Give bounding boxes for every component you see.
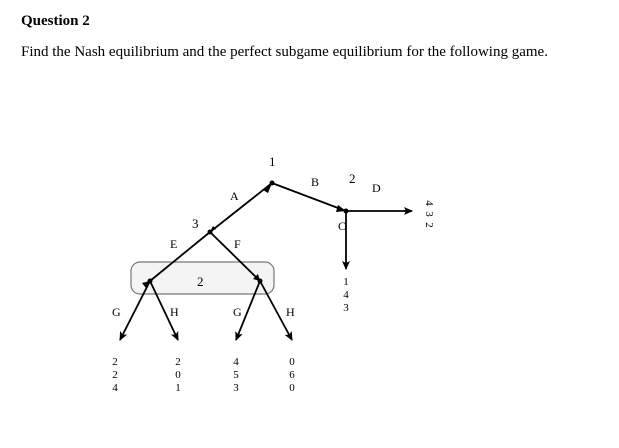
player-label-infoset: 2 [197, 274, 204, 289]
action-label-g-left: G [112, 305, 121, 319]
payoff-fh-2: 6 [289, 369, 295, 381]
payoff-c-3: 3 [343, 302, 349, 314]
action-label-b: B [311, 175, 320, 189]
payoff-d [423, 200, 435, 228]
payoff-eg-1: 2 [112, 356, 118, 368]
question-text: Find the Nash equilibrium and the perfect subgame equilibrium for the following game. [21, 44, 548, 60]
player-label-node-3: 3 [192, 216, 199, 231]
player-label-root: 1 [269, 154, 276, 169]
node-root [270, 181, 275, 186]
payoff-c [343, 276, 349, 314]
payoff-fh [289, 356, 295, 394]
payoff-eg [112, 356, 118, 394]
payoff-c-2: 4 [343, 289, 349, 301]
payoff-d-1: 4 [423, 200, 435, 206]
payoff-fg-2: 5 [233, 369, 239, 381]
action-label-f: F [234, 237, 241, 251]
payoff-d-2: 3 [423, 211, 435, 217]
payoff-d-3: 2 [423, 222, 435, 228]
action-label-e: E [170, 237, 178, 251]
payoff-fg [233, 356, 239, 394]
node-infoset-right [258, 279, 263, 284]
node-infoset-left [148, 279, 153, 284]
payoff-fg-1: 4 [233, 356, 239, 368]
node-player-3 [208, 230, 213, 235]
payoff-fh-1: 0 [289, 356, 295, 368]
payoff-eh-1: 2 [175, 356, 181, 368]
action-label-a: A [230, 189, 239, 203]
payoff-fh-3: 0 [289, 382, 295, 394]
player-label-node-2: 2 [349, 171, 356, 186]
payoff-eg-2: 2 [112, 369, 118, 381]
node-player-2 [344, 209, 349, 214]
payoff-eh-3: 1 [175, 382, 181, 394]
payoff-eh-2: 0 [175, 369, 181, 381]
action-label-h-left: H [170, 305, 179, 319]
edge-b [272, 183, 346, 211]
action-label-h-right: H [286, 305, 295, 319]
payoff-c-1: 1 [343, 276, 349, 288]
payoff-fg-3: 3 [233, 382, 239, 394]
question-title: Question 2 [21, 13, 90, 29]
payoff-eh [175, 356, 181, 394]
action-label-c: C [338, 219, 347, 233]
edge-a [210, 183, 272, 232]
action-label-g-right: G [233, 305, 242, 319]
action-label-d: D [372, 181, 381, 195]
payoff-eg-3: 4 [112, 382, 118, 394]
